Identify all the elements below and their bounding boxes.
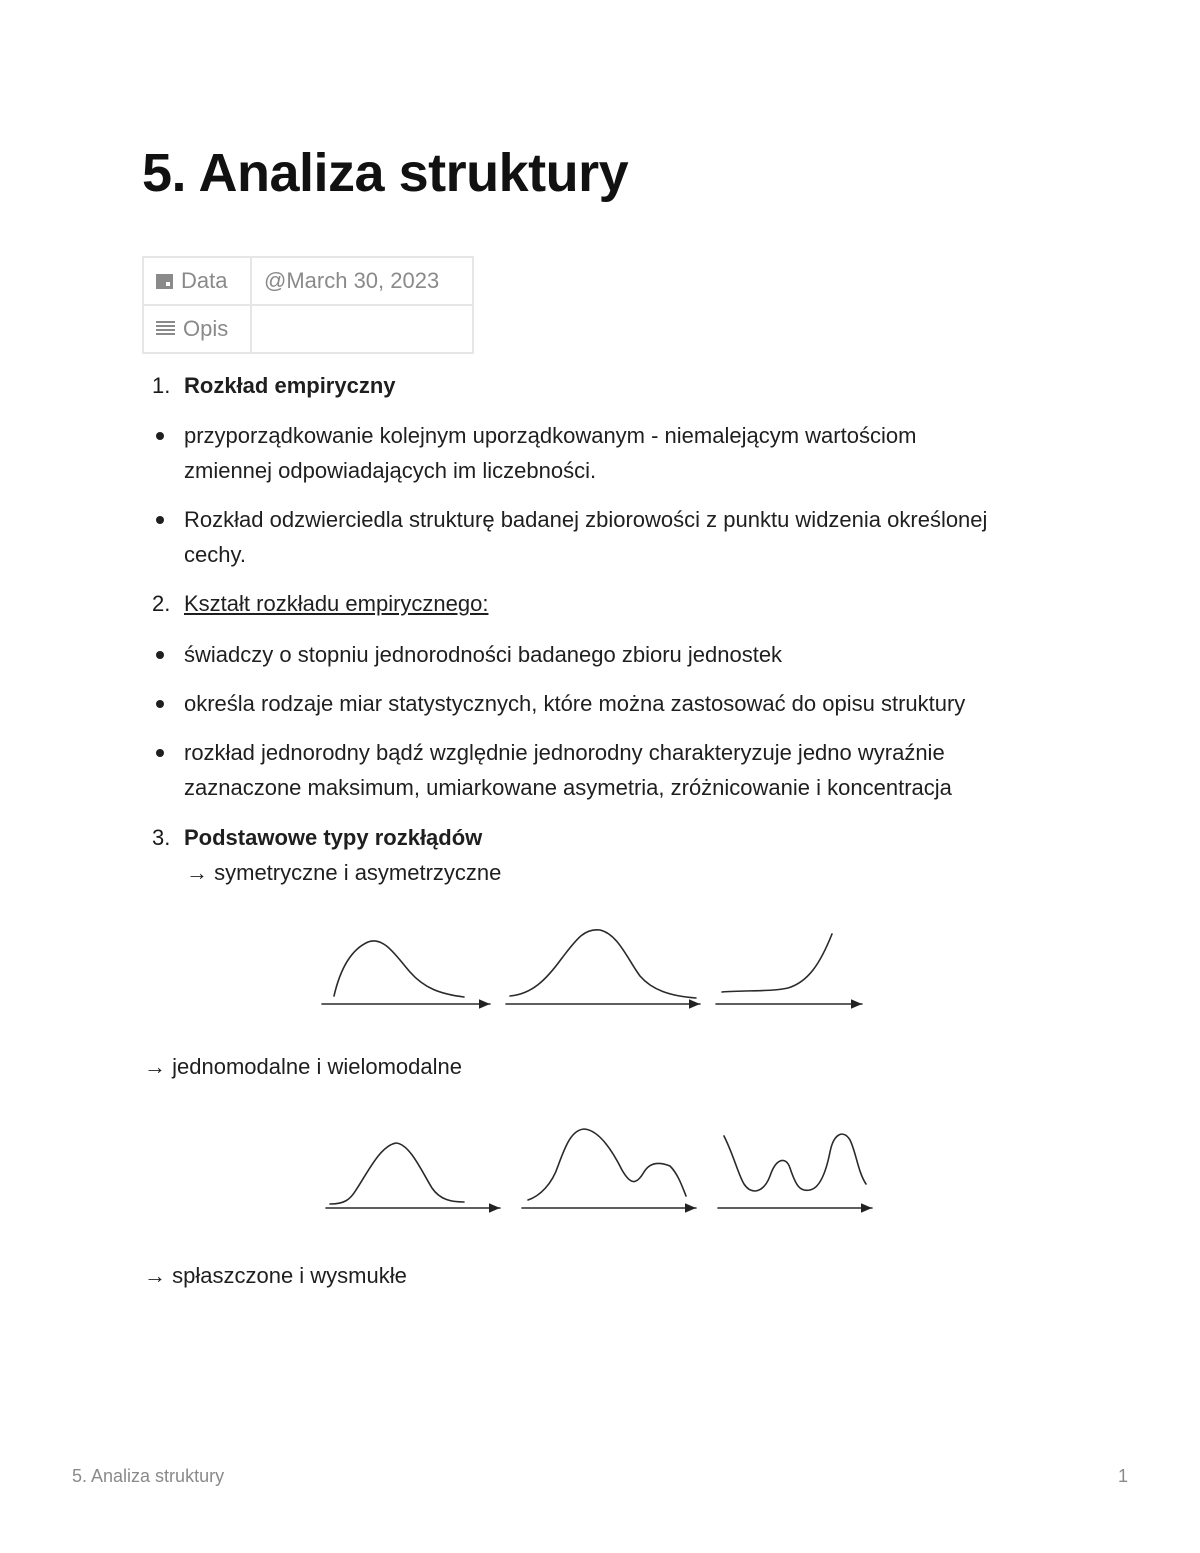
symmetric-sketch xyxy=(506,930,700,1004)
footer-title: 5. Analiza struktury xyxy=(72,1466,225,1486)
section-heading: Rozkład empiryczny xyxy=(184,373,396,398)
arrow-text: → jednomodalne i wielomodalne xyxy=(144,1054,462,1079)
j-shaped-sketch xyxy=(716,934,862,1004)
property-key-date: Data xyxy=(181,268,228,293)
page-title: 5. Analiza struktury xyxy=(142,143,629,203)
unimodal-sketch xyxy=(326,1143,500,1208)
list-number: 2. xyxy=(152,591,171,616)
list-number: 1. xyxy=(152,373,171,398)
section-heading: Podstawowe typy rozkłądów xyxy=(184,825,483,850)
list-item-line: przyporządkowanie kolejnym uporządkowanym - niemalejącym wartościom xyxy=(184,423,917,448)
multimodal-sketch xyxy=(718,1134,872,1208)
property-key-description: Opis xyxy=(183,316,229,341)
list-item-line: zaznaczone maksimum, umiarkowane asymetria, zróżnicowanie i koncentracja xyxy=(184,775,952,800)
list-item-line: rozkład jednorodny bądź względnie jednorodny charakteryzuje jedno wyraźnie xyxy=(184,740,945,765)
right-skewed-sketch xyxy=(322,941,490,1004)
list-item-line: Rozkład odzwierciedla strukturę badanej zbiorowości z punktu widzenia określonej xyxy=(184,507,988,532)
list-item-line: zmiennej odpowiadających im liczebności. xyxy=(184,458,597,483)
list-number: 3. xyxy=(152,825,171,850)
list-item-line: określa rodzaje miar statystycznych, które można zastosować do opisu struktury xyxy=(184,691,966,716)
bimodal-sketch xyxy=(522,1129,696,1208)
property-value-date[interactable]: @March 30, 2023 xyxy=(251,257,473,305)
page-number: 1 xyxy=(1118,1466,1129,1486)
arrow-text: → symetryczne i asymetrzyczne xyxy=(186,860,502,885)
list-item-line: cechy. xyxy=(184,542,246,567)
list-item-line: świadczy o stopniu jednorodności badanego zbioru jednostek xyxy=(184,642,783,667)
section-heading-text: Kształt rozkładu empirycznego: xyxy=(184,591,489,616)
arrow-text: → spłaszczone i wysmukłe xyxy=(144,1263,407,1288)
